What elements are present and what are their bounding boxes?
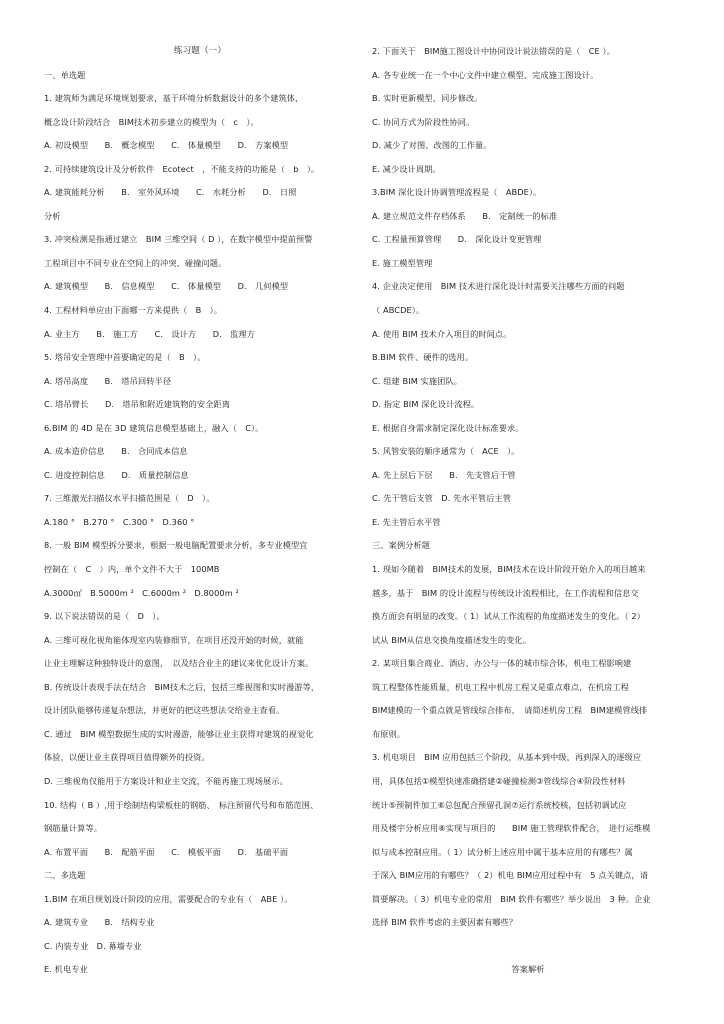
right-text-line: C. 工程量预算管理 D. 深化设计变更管理	[372, 234, 542, 245]
right-text-line: E. 施工模型管理	[372, 257, 433, 268]
left-text-line: 3. 冲突检测是指通过建立 BIM 三维空间（ D ），在数字模型中提前预警	[44, 234, 313, 245]
left-column	[44, 40, 356, 982]
right-text-line: 拟与成本控制应用。（ 1）试分析上述应用中属于基本应用的有哪些？属	[372, 846, 633, 857]
right-text-line: 答案解析	[511, 964, 545, 975]
left-text-line: C. 塔吊臂长 D. 塔吊和附近建筑物的安全距离	[44, 399, 231, 410]
right-text-line: 3.BIM 深化设计协调管理流程是（ ABDE）。	[372, 187, 542, 198]
left-text-line: 钢筋量计算等。	[44, 823, 103, 834]
right-text-line: A. 各专业统一在一个中心文件中建立模型、完成施工图设计。	[372, 69, 599, 80]
right-text-line: 4. 企业决定使用 BIM 技术进行深化设计时需要关注哪些方面的问题	[372, 281, 625, 292]
left-text-line: A. 建筑模型 B. 信息模型 C. 体量模型 D. 几何模型	[44, 281, 289, 292]
left-text-line: A. 塔吊高度 B. 塔吊回转半径	[44, 375, 172, 386]
left-text-line: 8. 一般 BIM 模型拆分要求，根据一般电脑配置要求分析，多专业模型宜	[44, 540, 308, 551]
right-text-line: 用及楼宇分析应用⑧实现与项目的 BIM 施工管理软件配合， 进行运维模	[372, 823, 651, 834]
right-text-line: 换方面会有明显的改变。（ 1）试从工作流程的角度描述发生的变化。（ 2）	[372, 611, 646, 622]
left-text-line: A. 建筑专业 B. 结构专业	[44, 917, 155, 928]
right-text-line: 三、案例分析题	[372, 540, 431, 551]
right-text-line: 统计⑤预制件加工⑥总包配合预留孔洞⑦运行系统校核，包括初调试应	[372, 799, 627, 810]
left-text-line: A. 初设模型 B. 概念模型 C. 体量模型 D. 方案模型	[44, 140, 289, 151]
right-text-line: D. 减少了对图、改图的工作量。	[372, 140, 492, 151]
right-text-line: B. 实时更新模型，同步修改。	[372, 93, 483, 104]
right-text-line: A. 先上层后下层 B. 先支管后干管	[372, 469, 516, 480]
left-text-line: C. 进度控制信息 D. 质量控制信息	[44, 469, 189, 480]
left-text-line: A.3000㎡ B.5000m ² C.6000m ² D.8000m ²	[44, 587, 239, 598]
right-text-line: 2. 某项目集合商业、酒店、办公与一体的城市综合体，机电工程影响建	[372, 658, 632, 669]
right-text-line: 用，具体包括①模型快速准确搭建②碰撞检测③管线综合④阶段性材料	[372, 775, 626, 786]
left-text-line: 设计团队能够传递复杂想法，并更好的把这些想法交给业主查看。	[44, 705, 285, 716]
right-text-line: E. 根据自身需求制定深化设计标准要求。	[372, 422, 524, 433]
left-text-line: A. 业主方 B. 施工方 C. 设计方 D. 监理方	[44, 328, 256, 339]
right-column	[372, 40, 684, 982]
left-text-line: E. 机电专业	[44, 964, 88, 975]
left-text-line: 6.BIM 的 4D 是在 3D 建筑信息模型基础上，融入（ C）。	[44, 422, 264, 433]
right-text-line: C. 组建 BIM 实施团队。	[372, 375, 463, 386]
left-text-line: A. 三维可视化视角能体现室内装修细节，在项目还没开始的时候，就能	[44, 634, 304, 645]
left-text-line: D. 三维视角仅能用于方案设计和业主交流，不能再施工现场展示。	[44, 775, 288, 786]
right-text-line: B.BIM 软件、硬件的选用。	[372, 352, 474, 363]
left-text-line: C. 内装专业 D. 幕墙专业	[44, 940, 142, 951]
left-text-line: 分析	[44, 210, 61, 221]
left-text-line: 1. 建筑师为满足环境规划要求，基于环境分析数据设计的多个建筑体，	[44, 93, 304, 104]
left-text-line: 4. 工程材料单应由下面哪一方来提供（ B ）。	[44, 305, 223, 316]
right-text-line: 1. 现如今随着 BIM技术的发展，BIM技术在设计阶段开始介入的项目越来	[372, 564, 646, 575]
left-text-line: 让业主理解这种独特设计的意图， 以及结合业主的建议来优化设计方案。	[44, 658, 314, 669]
left-text-line: B. 传统设计表现手法在结合 BIM技术之后，包括三维视图和实时漫游等，	[44, 681, 320, 692]
left-text-line: 一、单选题	[44, 69, 86, 80]
right-text-line: A. 建立规范文件存档体系 B. 定制统一的标准	[372, 210, 558, 221]
left-text-line: A.180 ° B.270 ° C.300 ° D.360 °	[44, 516, 195, 527]
left-text-line: 概念设计阶段结合 BIM技术初步建立的模型为（ c ）。	[44, 116, 259, 127]
right-text-line: 选择 BIM 软件考虑的主要因素有哪些？	[372, 917, 518, 928]
right-text-line: 于深入 BIM应用的有哪些？（ 2）机电 BIM应用过程中有 5 点关键点，请	[372, 870, 648, 881]
right-text-line: E. 先主管后水平管	[372, 516, 441, 527]
right-text-line: 布原则。	[372, 728, 406, 739]
left-text-line: C. 通过 BIM 模型数据生成的实时漫游，能够让业主获得对建筑的视觉化	[44, 728, 314, 739]
right-text-line: 5. 风管安装的顺序通常为（ ACE ）。	[372, 446, 520, 457]
right-text-line: 越多，基于 BIM 的设计流程与传统设计流程相比，在工作流程和信息交	[372, 587, 639, 598]
right-text-line: 2. 下面关于 BIM施工图设计中协同设计说法错误的是（ CE ）。	[372, 46, 615, 56]
right-text-line: （ ABCDE）。	[372, 305, 425, 316]
left-text-line: 控制在（ C ）内，单个文件不大于 100MB	[44, 564, 220, 575]
left-text-line: 10. 结构（ B ）,用于绘制结构梁板柱的钢筋、 标注预留代号和布筋范围、	[44, 799, 319, 810]
right-text-line: 简要解决。（ 3）机电专业的常用 BIM 软件有哪些？举少说出 3 种。企业	[372, 893, 651, 904]
right-text-line: C. 协同方式为阶段性协同。	[372, 116, 475, 127]
left-text-line: 9. 以下说法错误的是（ D ）。	[44, 611, 165, 622]
left-text-line: A. 成本造价信息 B. 合同成本信息	[44, 446, 188, 457]
right-text-line: 筑工程整体性能质量，机电工程中机房工程又是重点难点，在机房工程	[372, 681, 629, 692]
right-text-line: 试从 BIM从信息交换角度描述发生的变化。	[372, 634, 531, 645]
right-text-line: D. 指定 BIM 深化设计流程。	[372, 399, 480, 410]
left-text-line: 二、多选题	[44, 870, 86, 881]
right-text-line: C. 先干管后支管 D. 先水平管后主管	[372, 493, 512, 504]
left-text-line: A. 建筑能耗分析 B. 室外风环境 C. 水耗分析 D. 日照	[44, 187, 297, 198]
right-text-line: BIM建模的一个重点就是管线综合排布， 请简述机房工程 BIM建模管线排	[372, 705, 648, 716]
right-text-line: E. 减少设计周期。	[372, 163, 441, 174]
left-text-line: 1.BIM 在项目规划设计阶段的应用，需要配合的专业有（ ABE ）。	[44, 893, 293, 904]
left-text-line: 5. 塔吊安全管理中首要确定的是（ B ）。	[44, 352, 206, 363]
left-text-line: 工程项目中不同专业在空间上的冲突、碰撞问题。	[44, 257, 227, 268]
left-text-line: 练习题（一）	[173, 46, 227, 56]
left-text-line: A. 布置平面 B. 配筋平面 C. 模板平面 D. 基础平面	[44, 846, 289, 857]
left-text-line: 体验，以便让业主获得项目值得额外的投资。	[44, 752, 210, 763]
right-text-line: 3. 机电项目 BIM 应用包括三个阶段，从基本到中级，再到深入的逐级应	[372, 752, 642, 763]
right-text-line: A. 使用 BIM 技术介入项目的时间点。	[372, 328, 512, 339]
left-text-line: 2. 可持续建筑设计及分析软件 Ecotect ，不能支持的功能是（ b ）。	[44, 163, 320, 174]
right-text-line	[372, 935, 684, 959]
left-text-line: 7. 三维激光扫描仪水平扫描范围是（ D ）。	[44, 493, 215, 504]
